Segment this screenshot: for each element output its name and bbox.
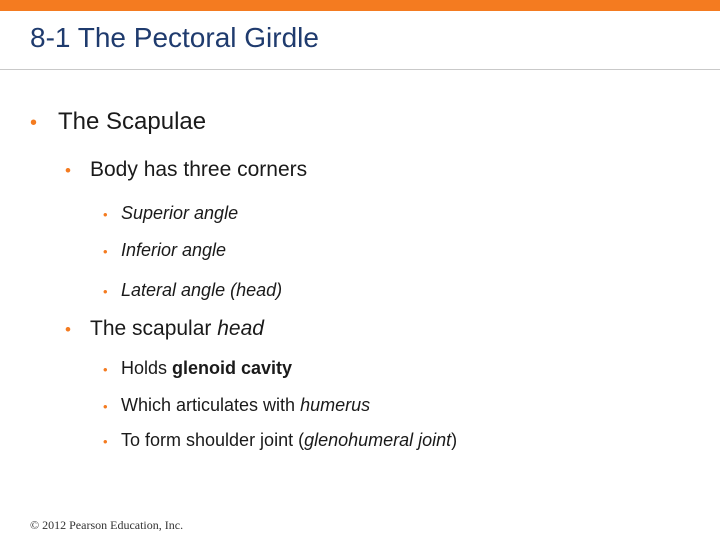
text-italic: head [217,317,264,340]
text-end: ) [451,430,458,450]
bullet-dot: • [103,207,108,222]
bullet-dot: • [103,362,108,377]
bullet-dot: • [103,399,108,414]
bullet-scapular-head [65,316,264,342]
bullet-text [65,317,264,340]
text-bold: glenoid cavity [172,358,293,378]
bullet-text: The Scapulae [58,108,207,135]
bullet-glenoid-cavity [103,357,292,379]
bullet-dot: • [65,161,71,180]
text-plain: Holds [121,358,173,378]
bullet-body-corners [65,157,307,183]
bullet-dot: • [103,284,108,299]
bullet-text: Inferior angle [121,240,227,260]
bullet-text [103,430,457,450]
text-italic: glenohumeral joint [304,430,452,450]
text-italic: humerus [300,395,371,415]
bullet-text: Body has three corners [90,158,308,181]
bullet-lateral-angle [103,279,282,301]
bullet-dot: • [103,434,108,449]
bullet-text: Lateral angle (head) [121,280,283,300]
bullet-shoulder-joint [103,429,457,451]
bullet-dot: • [30,112,38,134]
accent-top-bar [0,0,720,11]
bullet-text [103,358,292,378]
bullet-text: Superior angle [121,203,239,223]
bullet-the-scapulae [30,108,206,136]
bullet-text [103,395,370,415]
bullet-inferior-angle [103,239,226,261]
text-plain: To form shoulder joint ( [121,430,305,450]
text-plain: The scapular [90,317,218,340]
copyright-footer: © 2012 Pearson Education, Inc. [30,518,184,532]
bullet-superior-angle [103,202,238,224]
title-area [0,11,720,69]
bullet-dot: • [65,320,71,339]
slide-title: 8-1 The Pectoral Girdle [30,22,319,53]
title-divider [0,69,720,70]
bullet-dot: • [103,244,108,259]
bullet-humerus [103,394,370,416]
text-plain: Which articulates with [121,395,301,415]
